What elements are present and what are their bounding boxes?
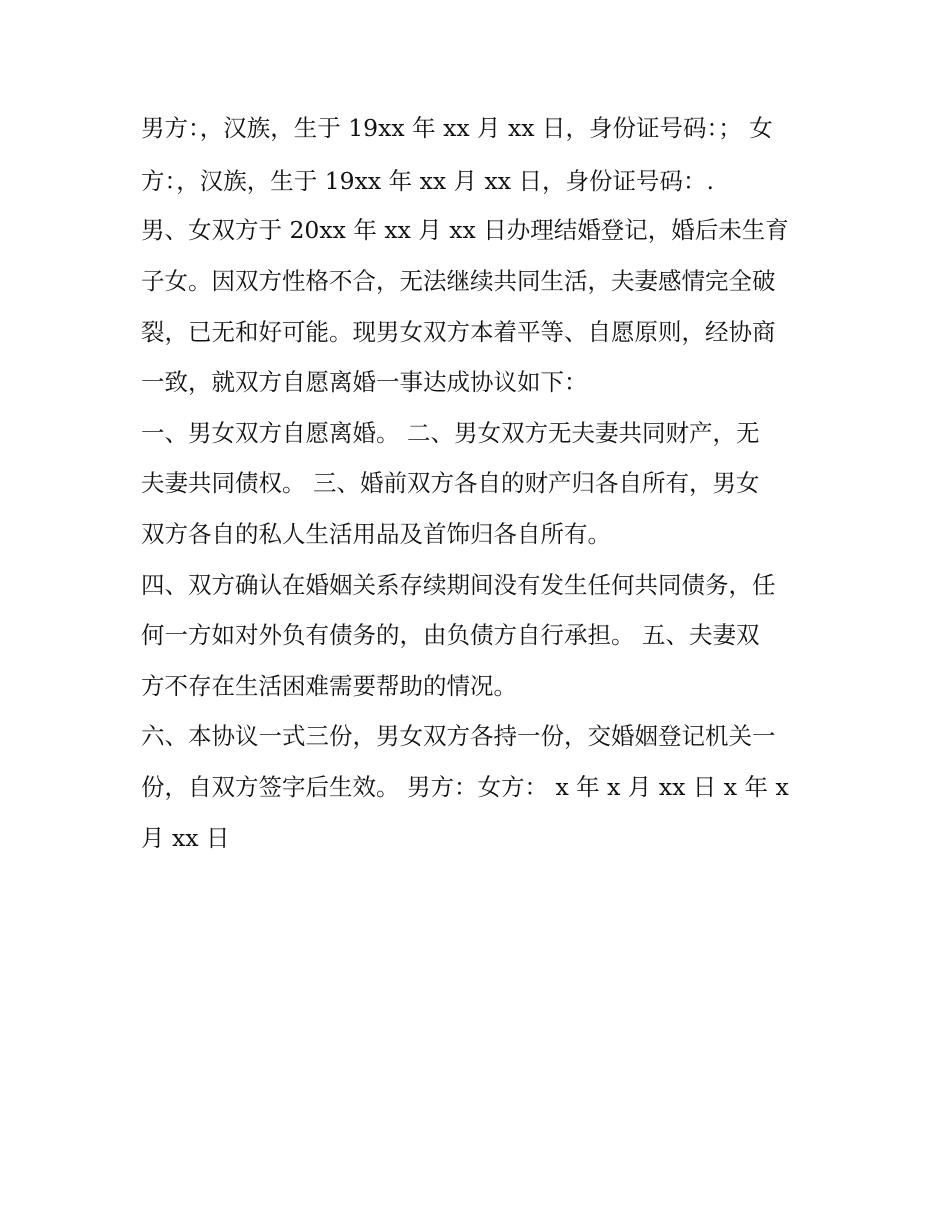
text-line: 四、双方确认在婚姻关系存续期间没有发生任何共同债务，任	[141, 571, 776, 599]
text-line: 裂，已无和好可能。现男女双方本着平等、自愿原则，经协商	[141, 318, 776, 346]
text-line: 份，自双方签字后生效。 男方：女方： x 年 x 月 xx 日 x 年 x	[141, 773, 789, 801]
text-line: 月 xx 日	[141, 824, 230, 852]
text-line: 男方：，汉族，生于 19xx 年 xx 月 xx 日，身份证号码：； 女	[141, 114, 773, 142]
text-line: 六、本协议一式三份，男女双方各持一份，交婚姻登记机关一	[141, 722, 776, 750]
text-line: 夫妻共同债权。 三、婚前双方各自的财产归各自所有，男女	[141, 469, 760, 497]
text-line: 一致，就双方自愿离婚一事达成协议如下：	[141, 368, 588, 396]
text-line: 双方各自的私人生活用品及首饰归各自所有。	[141, 520, 611, 548]
text-line: 子女。因双方性格不合，无法继续共同生活，夫妻感情完全破	[141, 267, 776, 295]
text-line: 方：，汉族，生于 19xx 年 xx 月 xx 日，身份证号码：.	[141, 167, 714, 195]
text-line: 男、女双方于 20xx 年 xx 月 xx 日办理结婚登记，婚后未生育	[141, 216, 789, 244]
text-line: 方不存在生活困难需要帮助的情况。	[141, 672, 517, 700]
text-line: 一、男女双方自愿离婚。 二、男女双方无夫妻共同财产，无	[141, 419, 760, 447]
text-line: 何一方如对外负有债务的，由负债方自行承担。 五、夫妻双	[141, 621, 760, 649]
